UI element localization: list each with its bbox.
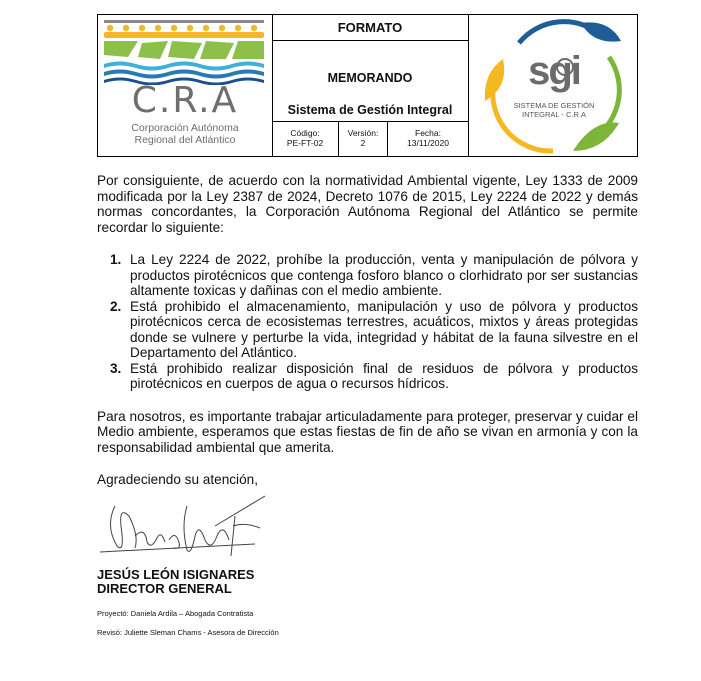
intro-paragraph: Por consiguiente, de acuerdo con la normatividad Ambiental vigente, Ley 1333 de 2009 modificada por la Ley 2387 de 2024, Decreto 1076 de 2015, Ley 2224 de 2022 y demás normas concordantes, la Corporación Autónoma Regional del Atlántico se permite recordar lo siguiente: — [97, 173, 638, 235]
code-cell — [272, 122, 339, 157]
document-meta — [272, 121, 468, 157]
sgi-logo — [469, 15, 637, 156]
list-item — [110, 298, 638, 361]
cra-subtitle-line1: Corporación Autónoma — [131, 122, 239, 134]
reviewed-by: Revisó: Juliette Sleman Chams - Asesora de Dirección — [97, 627, 279, 637]
cra-logo-emblem — [98, 15, 272, 85]
code-label: Código: — [290, 128, 320, 138]
memo-body — [97, 173, 638, 637]
cra-logo-subtitle — [102, 122, 268, 146]
list-item-number: 1. — [110, 252, 122, 267]
sgi-logo-subtitle — [489, 101, 619, 119]
document-type: MEMORANDO — [327, 71, 413, 85]
list-item — [110, 360, 638, 392]
closing-paragraph: Para nosotros, es importante trabajar articuladamente para proteger, preservar y cuidar el Medio ambiente, esperamos que estas fiestas de fin de año se vivan en armonía y con la responsabilidad ambiental que amerita. — [97, 408, 638, 455]
list-item-number: 2. — [110, 298, 122, 314]
signatory-name: JESÚS LEÓN ISIGNARES — [97, 566, 255, 582]
closing-salutation: Agradeciendo su atención, — [97, 472, 258, 487]
list-item-number: 3. — [110, 360, 122, 376]
signatory-title: DIRECTOR GENERAL — [97, 580, 232, 596]
list-item-text: Está prohibido el almacenamiento, manipulación y uso de pólvora y productos pirotécnicos cerca de ecosistemas terrestres, acuáticos, mixtos y áreas protegidas donde se vulnere y perturbe la vida, integridad y hábitat de la fauna silvestre en el Departamento del Atlántico. — [130, 298, 638, 360]
list-item-text: Está prohibido realizar disposición final de residuos de pólvora y productos pirotécnicos en cuerpos de agua o recursos hídricos. — [130, 360, 638, 391]
regulations-list — [97, 252, 638, 392]
date-value: 13/11/2020 — [407, 138, 449, 148]
date-label: Fecha: — [415, 128, 441, 138]
system-name: Sistema de Gestión Integral — [287, 103, 453, 117]
sgi-subtitle-line2: INTEGRAL - C.R.A — [522, 110, 586, 119]
sgi-subtitle-line1: SISTEMA DE GESTIÓN — [513, 101, 595, 110]
list-item-text: La Ley 2224 de 2022, prohíbe la producción, venta y manipulación de pólvora y productos pirotécnicos que contenga fosforo blanco o clorhidrato por ser sustancias altamente toxicas y dañinas con el medio ambiente. — [130, 252, 638, 298]
document-header — [97, 14, 638, 157]
cra-logo-text: C.R.A — [131, 80, 239, 121]
version-cell — [339, 122, 388, 157]
code-value: PE-FT-02 — [286, 138, 324, 148]
date-cell — [388, 122, 468, 157]
prepared-by: Proyectó: Daniela Ardila – Abogada Contratista — [97, 608, 254, 618]
cra-subtitle-line2: Regional del Atlántico — [134, 134, 236, 146]
list-item — [110, 252, 638, 299]
sgi-logo-text: sgi — [528, 49, 580, 93]
signature-area — [97, 492, 638, 568]
format-label: FORMATO — [272, 15, 468, 41]
version-label: Versión: — [347, 128, 379, 138]
header-center — [272, 15, 469, 156]
cra-logo — [98, 15, 273, 156]
handwritten-signature — [95, 492, 265, 562]
version-value: 2 — [360, 138, 366, 148]
